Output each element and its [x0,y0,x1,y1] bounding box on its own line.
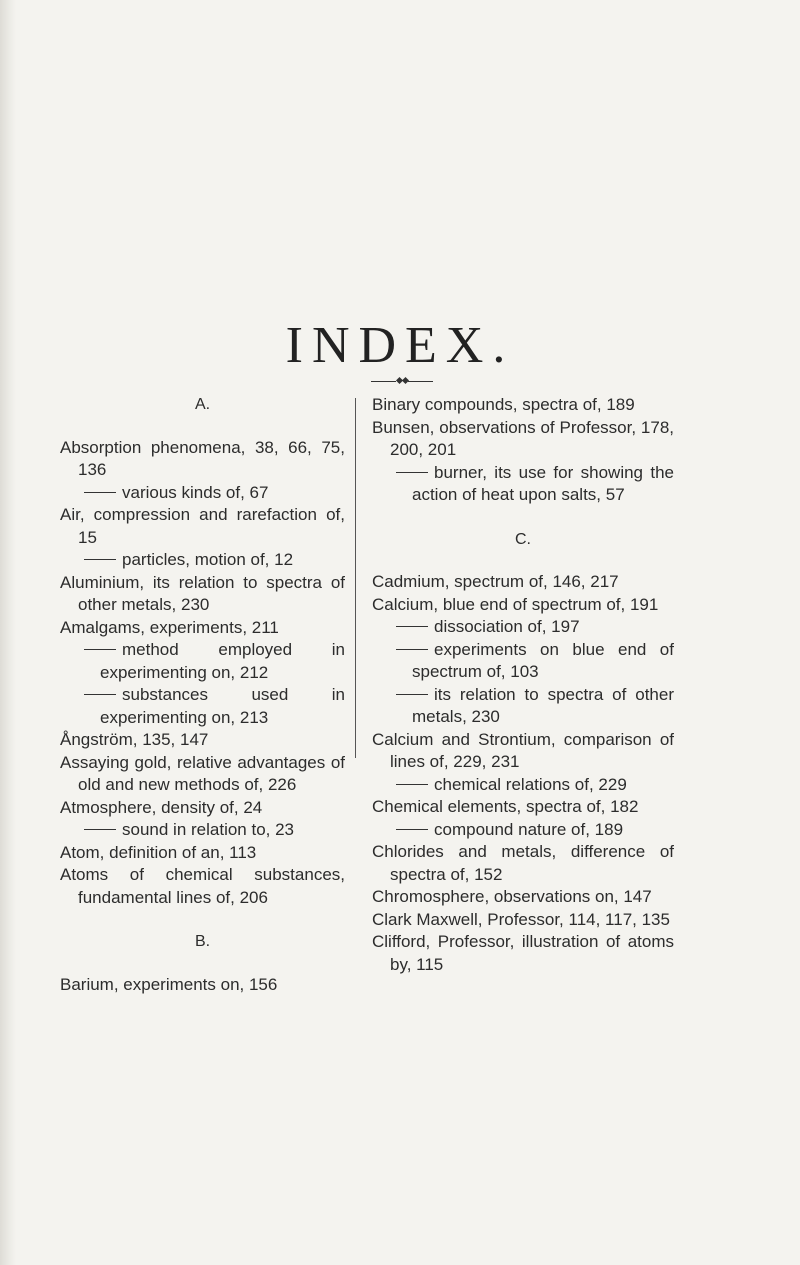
ditto-dash [396,626,428,627]
subentry-text: various kinds of, 67 [122,482,269,502]
page-edge-shadow [0,0,16,1265]
section-letter: B. [194,933,211,950]
index-entry: Clifford, Professor, illustration of atoms by, 115 [372,932,674,974]
subentry-text: chemical relations of, 229 [434,774,627,794]
index-entry: Bunsen, observations of Professor, 178, 200, 201 [372,417,674,459]
ditto-dash [84,829,116,830]
index-entry: Binary compounds, spectra of, 189 [372,395,635,414]
index-entry: Aluminium, its relation to spectra of other metals, 230 [60,572,345,614]
index-entry: Chlorides and metals, difference of spectra of, 152 [372,842,674,884]
index-column-right [372,394,674,976]
index-subentry [372,462,674,507]
subentry-text: experiments on blue end of spectrum of, 103 [412,639,674,681]
subentry-text: method employed in experimenting on, 212 [100,640,345,682]
section-letter: A. [194,396,211,413]
subentry-text: compound nature of, 189 [434,819,624,839]
index-entry: Atoms of chemical substances, fundamental lines of, 206 [60,865,345,907]
ditto-dash [396,649,428,650]
index-entry: Cadmium, spectrum of, 146, 217 [372,572,619,591]
ditto-dash [84,694,116,695]
ditto-dash [84,649,116,650]
index-subentry [372,639,674,684]
index-subentry [60,819,345,842]
ditto-dash [84,559,116,560]
index-entry: Absorption phenomena, 38, 66, 75, 136 [60,437,345,479]
index-subentry [372,819,674,842]
index-entry: Amalgams, experiments, 211 [60,617,279,637]
index-entry: Calcium and Strontium, comparison of lines of, 229, 231 [372,729,674,771]
section-letter: C. [515,530,531,548]
ditto-dash [396,784,428,785]
index-entry: Barium, experiments on, 156 [60,974,278,994]
index-subentry [372,616,674,639]
page-title: INDEX. [285,317,515,374]
ditto-dash [396,829,428,830]
column-divider [355,398,356,758]
index-subentry [60,482,345,505]
title-ornament [371,378,433,384]
index-subentry [372,774,674,797]
index-subentry [372,684,674,729]
index-subentry [60,549,345,572]
index-column-left [60,394,345,996]
index-entry: Chromosphere, observations on, 147 [372,887,652,906]
index-entry: Assaying gold, relative advantages of old and new methods of, 226 [60,752,345,794]
index-entry: Atom, definition of an, 113 [60,842,257,862]
index-entry: Chemical elements, spectra of, 182 [372,797,639,816]
subentry-text: burner, its use for showing the action of heat upon salts, 57 [412,462,674,504]
subentry-text: particles, motion of, 12 [122,550,294,569]
subentry-text: its relation to spectra of other metals, 230 [412,684,674,726]
ditto-dash [396,694,428,695]
ditto-dash [396,472,428,473]
index-entry: Air, compression and rarefaction of, 15 [60,505,345,547]
index-entry: Ångström, 135, 147 [60,730,209,749]
index-entry: Calcium, blue end of spectrum of, 191 [372,594,659,614]
subentry-text: sound in relation to, 23 [122,820,295,839]
index-entry: Clark Maxwell, Professor, 114, 117, 135 [372,909,670,929]
subentry-text: substances used in experimenting on, 213 [100,685,345,727]
index-entry: Atmosphere, density of, 24 [60,797,263,817]
subentry-text: dissociation of, 197 [434,617,580,636]
index-subentry [60,684,345,729]
index-subentry [60,639,345,684]
ditto-dash [84,492,116,493]
